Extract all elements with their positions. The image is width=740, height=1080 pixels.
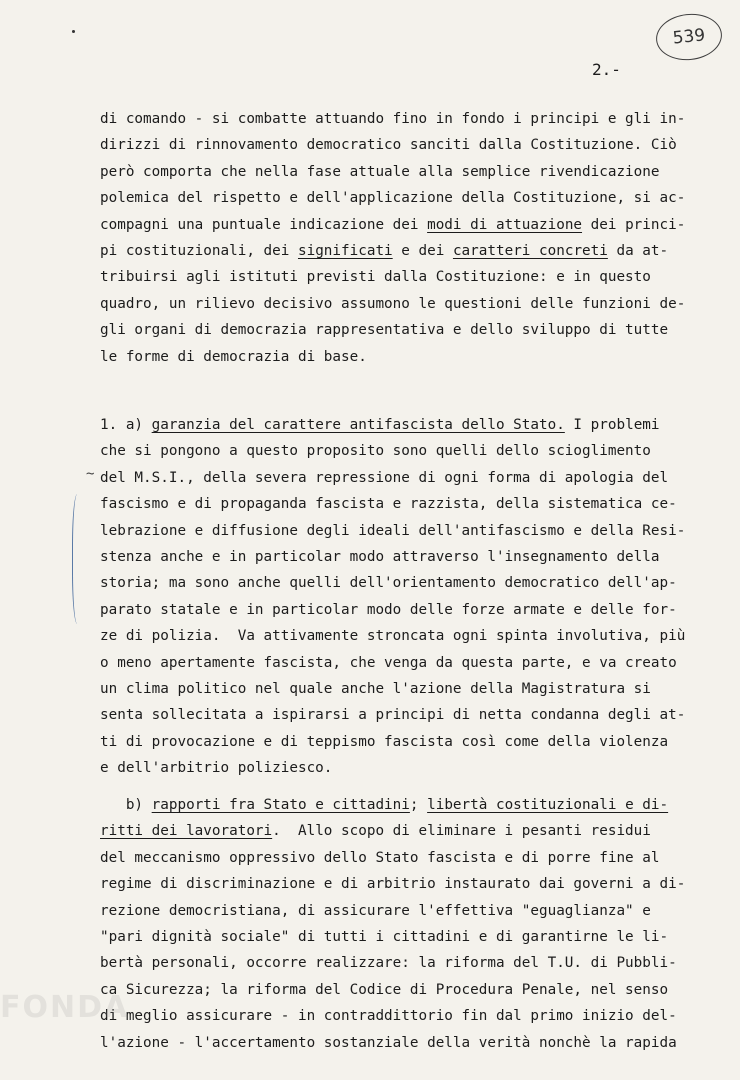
text-run: bertà personali, occorre realizzare: la riforma del T.U. di Pubbli- xyxy=(100,955,677,972)
text-line xyxy=(100,924,700,950)
text-run: ca Sicurezza; la riforma del Codice di Procedura Penale, nel senso xyxy=(100,981,669,998)
text-run: I problemi xyxy=(564,417,660,433)
text-line xyxy=(100,871,700,897)
underlined-phrase: modi di attuazione xyxy=(427,216,583,233)
text-line xyxy=(100,491,700,517)
text-run: polemica del rispetto e dell'applicazione della Costituzione, si ac- xyxy=(100,190,686,207)
text-line xyxy=(100,623,700,649)
text-run: ti di provocazione e di teppismo fascista così come della violenza xyxy=(100,733,669,750)
text-run: o meno apertamente fascista, che venga da questa parte, e va creato xyxy=(100,654,677,671)
text-line xyxy=(100,597,700,623)
text-run: stenza anche e in particolar modo attraverso l'insegnamento della xyxy=(100,548,660,565)
text-line xyxy=(100,317,700,343)
watermark: FONDA xyxy=(0,990,130,1025)
text-run: ; xyxy=(409,797,428,813)
text-run: . Allo scopo di eliminare i pesanti residui xyxy=(272,823,651,840)
text-line xyxy=(100,212,700,238)
text-line xyxy=(100,950,700,976)
text-line xyxy=(100,977,700,1003)
text-run: b) xyxy=(100,797,152,813)
underlined-phrase: rapporti fra Stato e cittadini xyxy=(151,797,410,813)
margin-dash-mark: ~ xyxy=(86,466,95,482)
text-line xyxy=(100,898,700,924)
text-run: e dei xyxy=(392,242,453,259)
text-run: un clima politico nel quale anche l'azione della Magistratura si xyxy=(100,680,651,697)
text-line xyxy=(100,412,700,438)
text-line xyxy=(100,518,700,544)
text-line xyxy=(100,676,700,702)
underlined-phrase: caratteri concreti xyxy=(452,242,608,259)
ink-dot xyxy=(72,30,75,33)
text-line xyxy=(100,702,700,728)
text-line xyxy=(100,438,700,464)
text-line xyxy=(100,570,700,596)
text-run: parato statale e in particolar modo delle forze armate e delle for- xyxy=(100,601,677,618)
text-run: di comando - si combatte attuando fino in fondo i principi e gli in- xyxy=(100,111,686,127)
text-line xyxy=(100,132,700,158)
paragraph-intro xyxy=(100,106,700,370)
text-run: senta sollecitata a ispirarsi a principi di netta condanna degli at- xyxy=(100,707,686,724)
text-run: tribuirsi agli istituti previsti dalla Costituzione: e in questo xyxy=(100,269,651,286)
text-run: ze di polizia. Va attivamente stroncata ogni spinta involutiva, più xyxy=(100,628,686,645)
text-run: da at- xyxy=(607,242,669,259)
text-run: dei princi- xyxy=(582,216,686,233)
text-line xyxy=(100,650,700,676)
text-line xyxy=(100,106,700,132)
text-line xyxy=(100,544,700,570)
text-run: gli organi di democrazia rappresentativa e dello sviluppo di tutte xyxy=(100,322,669,339)
paragraph-1a xyxy=(100,412,700,781)
margin-pen-mark xyxy=(72,494,85,624)
text-line xyxy=(100,1003,700,1029)
paragraph-1b xyxy=(100,792,700,1056)
text-run: che si pongono a questo proposito sono quelli dello scioglimento xyxy=(100,443,651,460)
text-line xyxy=(100,159,700,185)
text-run: lebrazione e diffusione degli ideali dell'antifascismo e della Resi- xyxy=(100,522,686,539)
text-line xyxy=(100,845,700,871)
text-line xyxy=(100,264,700,290)
text-run: compagni una puntuale indicazione dei xyxy=(100,216,428,233)
text-run: fascismo e di propaganda fascista e razzista, della sistematica ce- xyxy=(100,496,677,513)
text-line xyxy=(100,818,700,844)
underlined-phrase: libertà costituzionali e di- xyxy=(427,797,669,813)
underlined-phrase: garanzia del carattere antifascista dello Stato. xyxy=(151,417,565,433)
text-line xyxy=(100,238,700,264)
text-line xyxy=(100,1030,700,1056)
archive-stamp xyxy=(654,11,724,64)
text-run: del meccanismo oppressivo dello Stato fascista e di porre fine al xyxy=(100,849,660,866)
text-run: pi costituzionali, dei xyxy=(100,242,298,259)
text-run: storia; ma sono anche quelli dell'orientamento democratico dell'ap- xyxy=(100,575,677,592)
text-line xyxy=(100,792,700,818)
page-number: 2.- xyxy=(592,60,621,79)
text-run: regime di discriminazione e di arbitrio instaurato dai governi a di- xyxy=(100,876,686,893)
text-line xyxy=(100,465,700,491)
text-line xyxy=(100,185,700,211)
text-line xyxy=(100,291,700,317)
text-line xyxy=(100,344,700,370)
underlined-phrase: ritti dei lavoratori xyxy=(100,823,273,840)
stamp-number: 539 xyxy=(671,25,707,49)
text-run: le forme di democrazia di base. xyxy=(100,348,367,365)
text-line xyxy=(100,755,700,781)
text-run: e dell'arbitrio poliziesco. xyxy=(100,760,333,777)
text-run: rezione democristiana, di assicurare l'effettiva "eguaglianza" e xyxy=(100,902,651,919)
text-run: 1. a) xyxy=(100,417,152,433)
text-run: dirizzi di rinnovamento democratico sanciti dalla Costituzione. Ciò xyxy=(100,137,677,154)
text-line xyxy=(100,729,700,755)
text-run: "pari dignità sociale" di tutti i cittadini e di garantirne le li- xyxy=(100,928,669,945)
underlined-phrase: significati xyxy=(297,242,393,259)
text-run: però comporta che nella fase attuale alla semplice rivendicazione xyxy=(100,163,660,180)
text-run: l'azione - l'accertamento sostanziale della verità nonchè la rapida xyxy=(100,1034,677,1051)
text-run: del M.S.I., della severa repressione di ogni forma di apologia del xyxy=(100,469,669,486)
text-run: quadro, un rilievo decisivo assumono le questioni delle funzioni de- xyxy=(100,295,686,312)
text-run: di meglio assicurare - in contraddittorio fin dal primo inizio del- xyxy=(100,1008,677,1025)
